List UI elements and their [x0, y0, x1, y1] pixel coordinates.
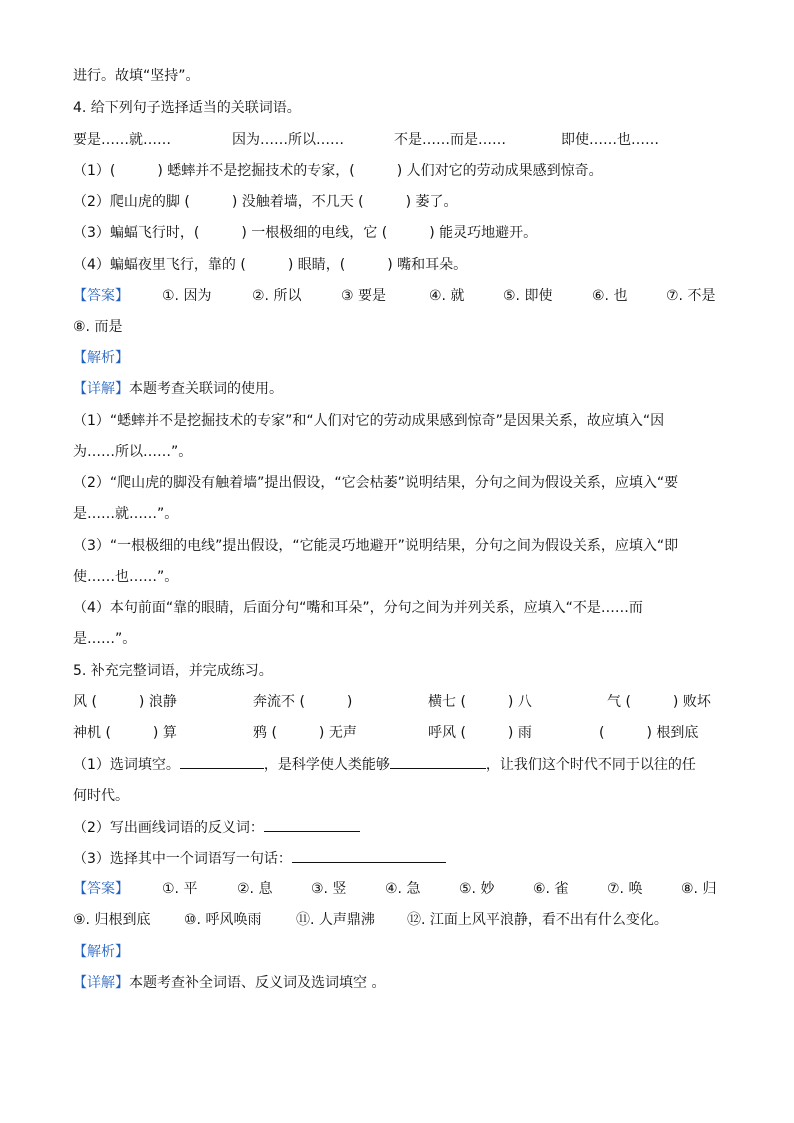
question-5-title: 5. 补充完整词语，并完成练习。 [73, 663, 273, 679]
exercise-2-label: （2）写出画线词语的反义词： [73, 820, 264, 836]
answer-item: ①. 因为 [162, 288, 212, 304]
answer-item: ④. 就 [429, 288, 465, 304]
blank-line[interactable] [264, 817, 360, 832]
explanation-line: 为……所以……”。 [73, 444, 193, 460]
answer-item: ⑦. 唤 [607, 881, 643, 897]
sentence-2: （2）爬山虎的脚 ( ) 没触着墙，不几天 ( ) 萎了。 [73, 194, 458, 210]
text-line: 进行。故填“坚持”。 [73, 68, 200, 84]
detail-line [73, 973, 385, 993]
answer-item: ②. 所以 [252, 288, 302, 304]
word-item: ( ) 根到底 [599, 725, 699, 741]
answer-item: ⑥. 雀 [533, 881, 569, 897]
detail-tag: 【详解】 [73, 975, 129, 991]
answer-item: ⑩. 呼风唤雨 [184, 912, 262, 928]
word-item: 风 ( ) 浪静 [73, 694, 177, 710]
exercise-1-line [73, 754, 696, 775]
sentence-3: （3）蝙蝠飞行时，( ) 一根极细的电线，它 ( ) 能灵巧地避开。 [73, 225, 538, 241]
question-4-title: 4. 给下列句子选择适当的关联词语。 [73, 100, 301, 116]
answer-item: ⑫. 江面上风平浪静，看不出有什么变化。 [407, 912, 668, 928]
detail-line [73, 379, 283, 399]
sentence-1: （1）( ) 蟋蟀并不是挖掘技术的专家，( ) 人们对它的劳动成果感到惊奇。 [73, 163, 603, 179]
explanation-line: 使……也……”。 [73, 569, 179, 585]
exercise-2-line [73, 817, 360, 838]
sentence-4: （4）蝙蝠夜里飞行，靠的 ( ) 眼睛，( ) 嘴和耳朵。 [73, 257, 468, 273]
analysis-tag: 【解析】 [73, 350, 129, 366]
blank-line[interactable] [180, 754, 264, 769]
word-item: 气 ( ) 败坏 [607, 694, 711, 710]
answer-item: ④. 急 [385, 881, 421, 897]
answer-item: ③ 要是 [341, 288, 387, 304]
answer-item: ③. 竖 [311, 881, 347, 897]
answer-tag: 【答案】 [73, 288, 129, 304]
word-item: 奔流不 ( ) [253, 694, 353, 710]
exercise-1-cont: 何时代。 [73, 788, 129, 804]
blank-line[interactable] [292, 848, 446, 863]
answer-item: ⑤. 妙 [459, 881, 495, 897]
answer-item: ⑧. 而是 [73, 319, 123, 335]
answer-tag: 【答案】 [73, 881, 129, 897]
detail-tag: 【详解】 [73, 381, 129, 397]
detail-text: 本题考查补全词语、反义词及选词填空 。 [129, 975, 386, 991]
answer-item: ⑨. 归根到底 [73, 912, 151, 928]
exercise-1-text: ，让我们这个时代不同于以往的任 [485, 757, 696, 773]
explanation-line: 是……”。 [73, 631, 137, 647]
exercise-1-label: （1）选词填空。 [73, 757, 180, 773]
answer-item: ⑪. 人声鼎沸 [296, 912, 375, 928]
explanation-line: （4）本句前面“靠的眼睛，后面分句“嘴和耳朵”，分句之间为并列关系，应填入“不是……而 [73, 600, 643, 616]
word-item: 横七 ( ) 八 [428, 694, 532, 710]
answer-item: ⑥. 也 [592, 288, 628, 304]
explanation-line: 是……就……”。 [73, 506, 179, 522]
word-item: 呼风 ( ) 雨 [428, 725, 532, 741]
explanation-line: （1）“蟋蟀并不是挖掘技术的专家”和“人们对它的劳动成果感到惊奇”是因果关系，故应填入“因 [73, 413, 665, 429]
detail-text: 本题考查关联词的使用。 [129, 381, 283, 397]
option-1: 要是……就…… [73, 132, 171, 148]
answer-item: ①. 平 [162, 881, 198, 897]
option-4: 即使……也…… [561, 132, 659, 148]
answer-item: ⑧. 归 [681, 881, 717, 897]
word-item: 神机 ( ) 算 [73, 725, 177, 741]
answer-item: ②. 息 [237, 881, 273, 897]
analysis-tag: 【解析】 [73, 944, 129, 960]
exercise-3-label: （3）选择其中一个词语写一句话： [73, 851, 292, 867]
exercise-1-text: ，是科学使人类能够 [263, 757, 390, 773]
exercise-3-line [73, 848, 446, 869]
answer-item: ⑦. 不是 [666, 288, 716, 304]
option-2: 因为……所以…… [232, 132, 344, 148]
blank-line[interactable] [390, 754, 486, 769]
answer-item: ⑤. 即使 [503, 288, 553, 304]
explanation-line: （3）“一根极细的电线”提出假设，“它能灵巧地避开”说明结果，分句之间为假设关系，应填入“即 [73, 538, 679, 554]
word-item: 鸦 ( ) 无声 [253, 725, 357, 741]
option-3: 不是……而是…… [394, 132, 506, 148]
explanation-line: （2）“爬山虎的脚没有触着墙”提出假设，“它会枯萎”说明结果，分句之间为假设关系，应填入“要 [73, 475, 679, 491]
